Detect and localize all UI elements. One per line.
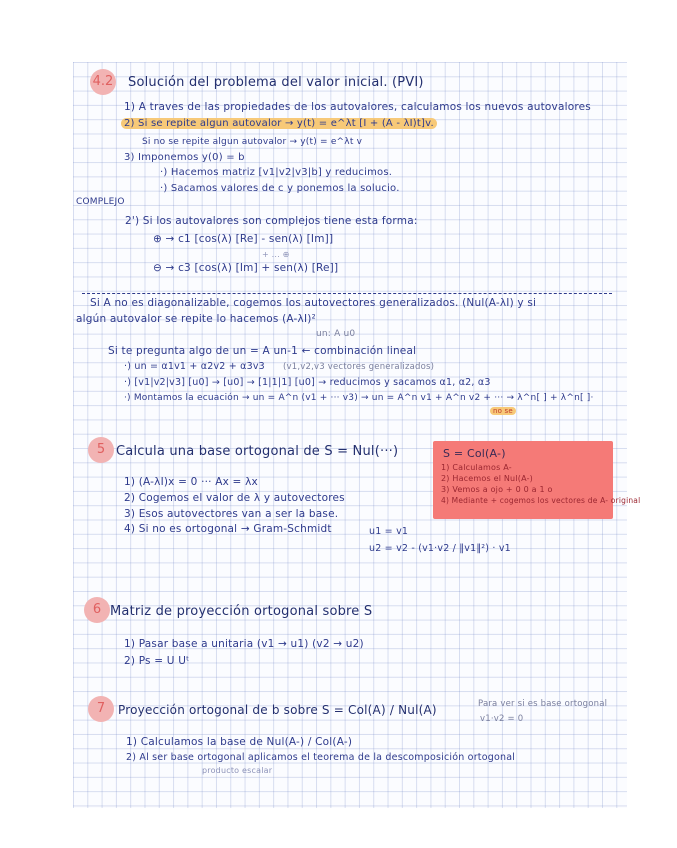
section-number-badge: 5 [88, 437, 114, 463]
col-steps-box [433, 441, 641, 519]
section-number-badge: 6 [84, 597, 110, 623]
ask-line: Si te pregunta algo de un = A un-1 ← combinación lineal [108, 345, 417, 357]
complex-step: 2') Si los autovalores son complejos tiene esta forma: [125, 215, 418, 227]
section-number-badge: 4.2 [90, 69, 116, 95]
un-annotation: un: A u0 [316, 329, 356, 339]
s5-step-2: 2) Cogemos el valor de λ y autovectores [124, 492, 345, 504]
s6-step-1: 1) Pasar base a unitaria (v1 → u1) (v2 → u2) [124, 638, 364, 650]
step-2-highlighted: 2) Si se repite algun autovalor → y(t) = e^λt [I + (A - λI)t]v. [121, 118, 437, 129]
s6-step-2: 2) Ps = U Uᵗ [124, 655, 190, 667]
sub-2: ·) [v1|v2|v3] [u0] → [u0] → [1|1|1] [u0] → reducimos y sacamos α1, α2, α3 [124, 377, 491, 388]
step-3: 3) Imponemos y(0) = b [124, 152, 245, 163]
bottom-margin [0, 808, 677, 848]
top-margin [0, 0, 677, 62]
left-margin [0, 0, 73, 848]
s7-step-2: 2) Al ser base ortogonal aplicamos el teorema de la descomposición ortogonal [126, 752, 516, 763]
section-title: Proyección ortogonal de b sobre S = Col(A) / Nul(A) [118, 703, 437, 717]
nondiag-line-1: Si A no es diagonalizable, cogemos los autovectores generalizados. (Nul(A-λI) y si [90, 297, 537, 309]
section-divider [82, 293, 612, 294]
section-title: Solución del problema del valor inicial. (PVI) [128, 75, 424, 90]
gram-schmidt-2: u2 = v2 - (v1·v2 / ‖v1‖²) · v1 [369, 543, 511, 554]
footnote: producto escalar [202, 766, 273, 775]
box-item: 2) Hacemos el Nul(A-) [441, 474, 533, 483]
side-note-eq: v1·v2 = 0 [480, 714, 524, 724]
step-3-sub2: ·) Sacamos valores de c y ponemos la solucio. [160, 183, 400, 194]
s5-step-1: 1) (A-λI)x = 0 ··· Ax = λx [124, 476, 258, 488]
side-note: Para ver si es base ortogonal [478, 699, 608, 709]
sub-1-note: (v1,v2,v3 vectores generalizados) [283, 362, 435, 372]
complex-eq-2: ⊖ → c3 [cos(λ) [Im] + sen(λ) [Re]] [153, 262, 339, 274]
step-2-alt: Si no se repite algun autovalor → y(t) = e^λt v [142, 137, 363, 147]
complex-annotation: + ... ⊕ [262, 250, 290, 259]
nondiag-line-2: algún autovalor se repite lo hacemos (A-λI)² [76, 313, 316, 325]
box-item: 4) Mediante + cogemos los vectores de A- original [441, 496, 641, 505]
sub-3-note: no se [490, 407, 516, 415]
s5-step-3: 3) Esos autovectores van a ser la base. [124, 508, 339, 520]
sub-3: ·) Montamos la ecuación → un = A^n (v1 + ··· v3) → un = A^n v1 + A^n v2 + ··· → λ^n[ ] + λ^n[ ]· [124, 393, 594, 403]
section-title: Matriz de proyección ortogonal sobre S [110, 604, 373, 619]
step-1: 1) A traves de las propiedades de los autovalores, calculamos los nuevos autovalores [124, 101, 591, 113]
section-title: Calcula una base ortogonal de S = Nul(···) [116, 444, 399, 459]
s7-step-1: 1) Calculamos la base de Nul(A-) / Col(A-) [126, 736, 353, 748]
right-margin [627, 0, 677, 848]
box-item: 1) Calculamos A- [441, 463, 512, 472]
complex-label: COMPLEJO [76, 197, 125, 207]
s5-step-4: 4) Si no es ortogonal → Gram-Schmidt [124, 523, 332, 535]
box-title: S = Col(A-) [443, 447, 506, 460]
box-item: 3) Vemos a ojo + 0 0 a 1 o [441, 485, 553, 494]
section-number-badge: 7 [88, 696, 114, 722]
sub-1: ·) un = α1v1 + α2v2 + α3v3 [124, 361, 265, 372]
complex-eq-1: ⊕ → c1 [cos(λ) [Re] - sen(λ) [Im]] [153, 233, 334, 245]
gram-schmidt-1: u1 = v1 [369, 526, 409, 537]
step-3-sub1: ·) Hacemos matriz [v1|v2|v3|b] y reducimos. [160, 167, 393, 178]
